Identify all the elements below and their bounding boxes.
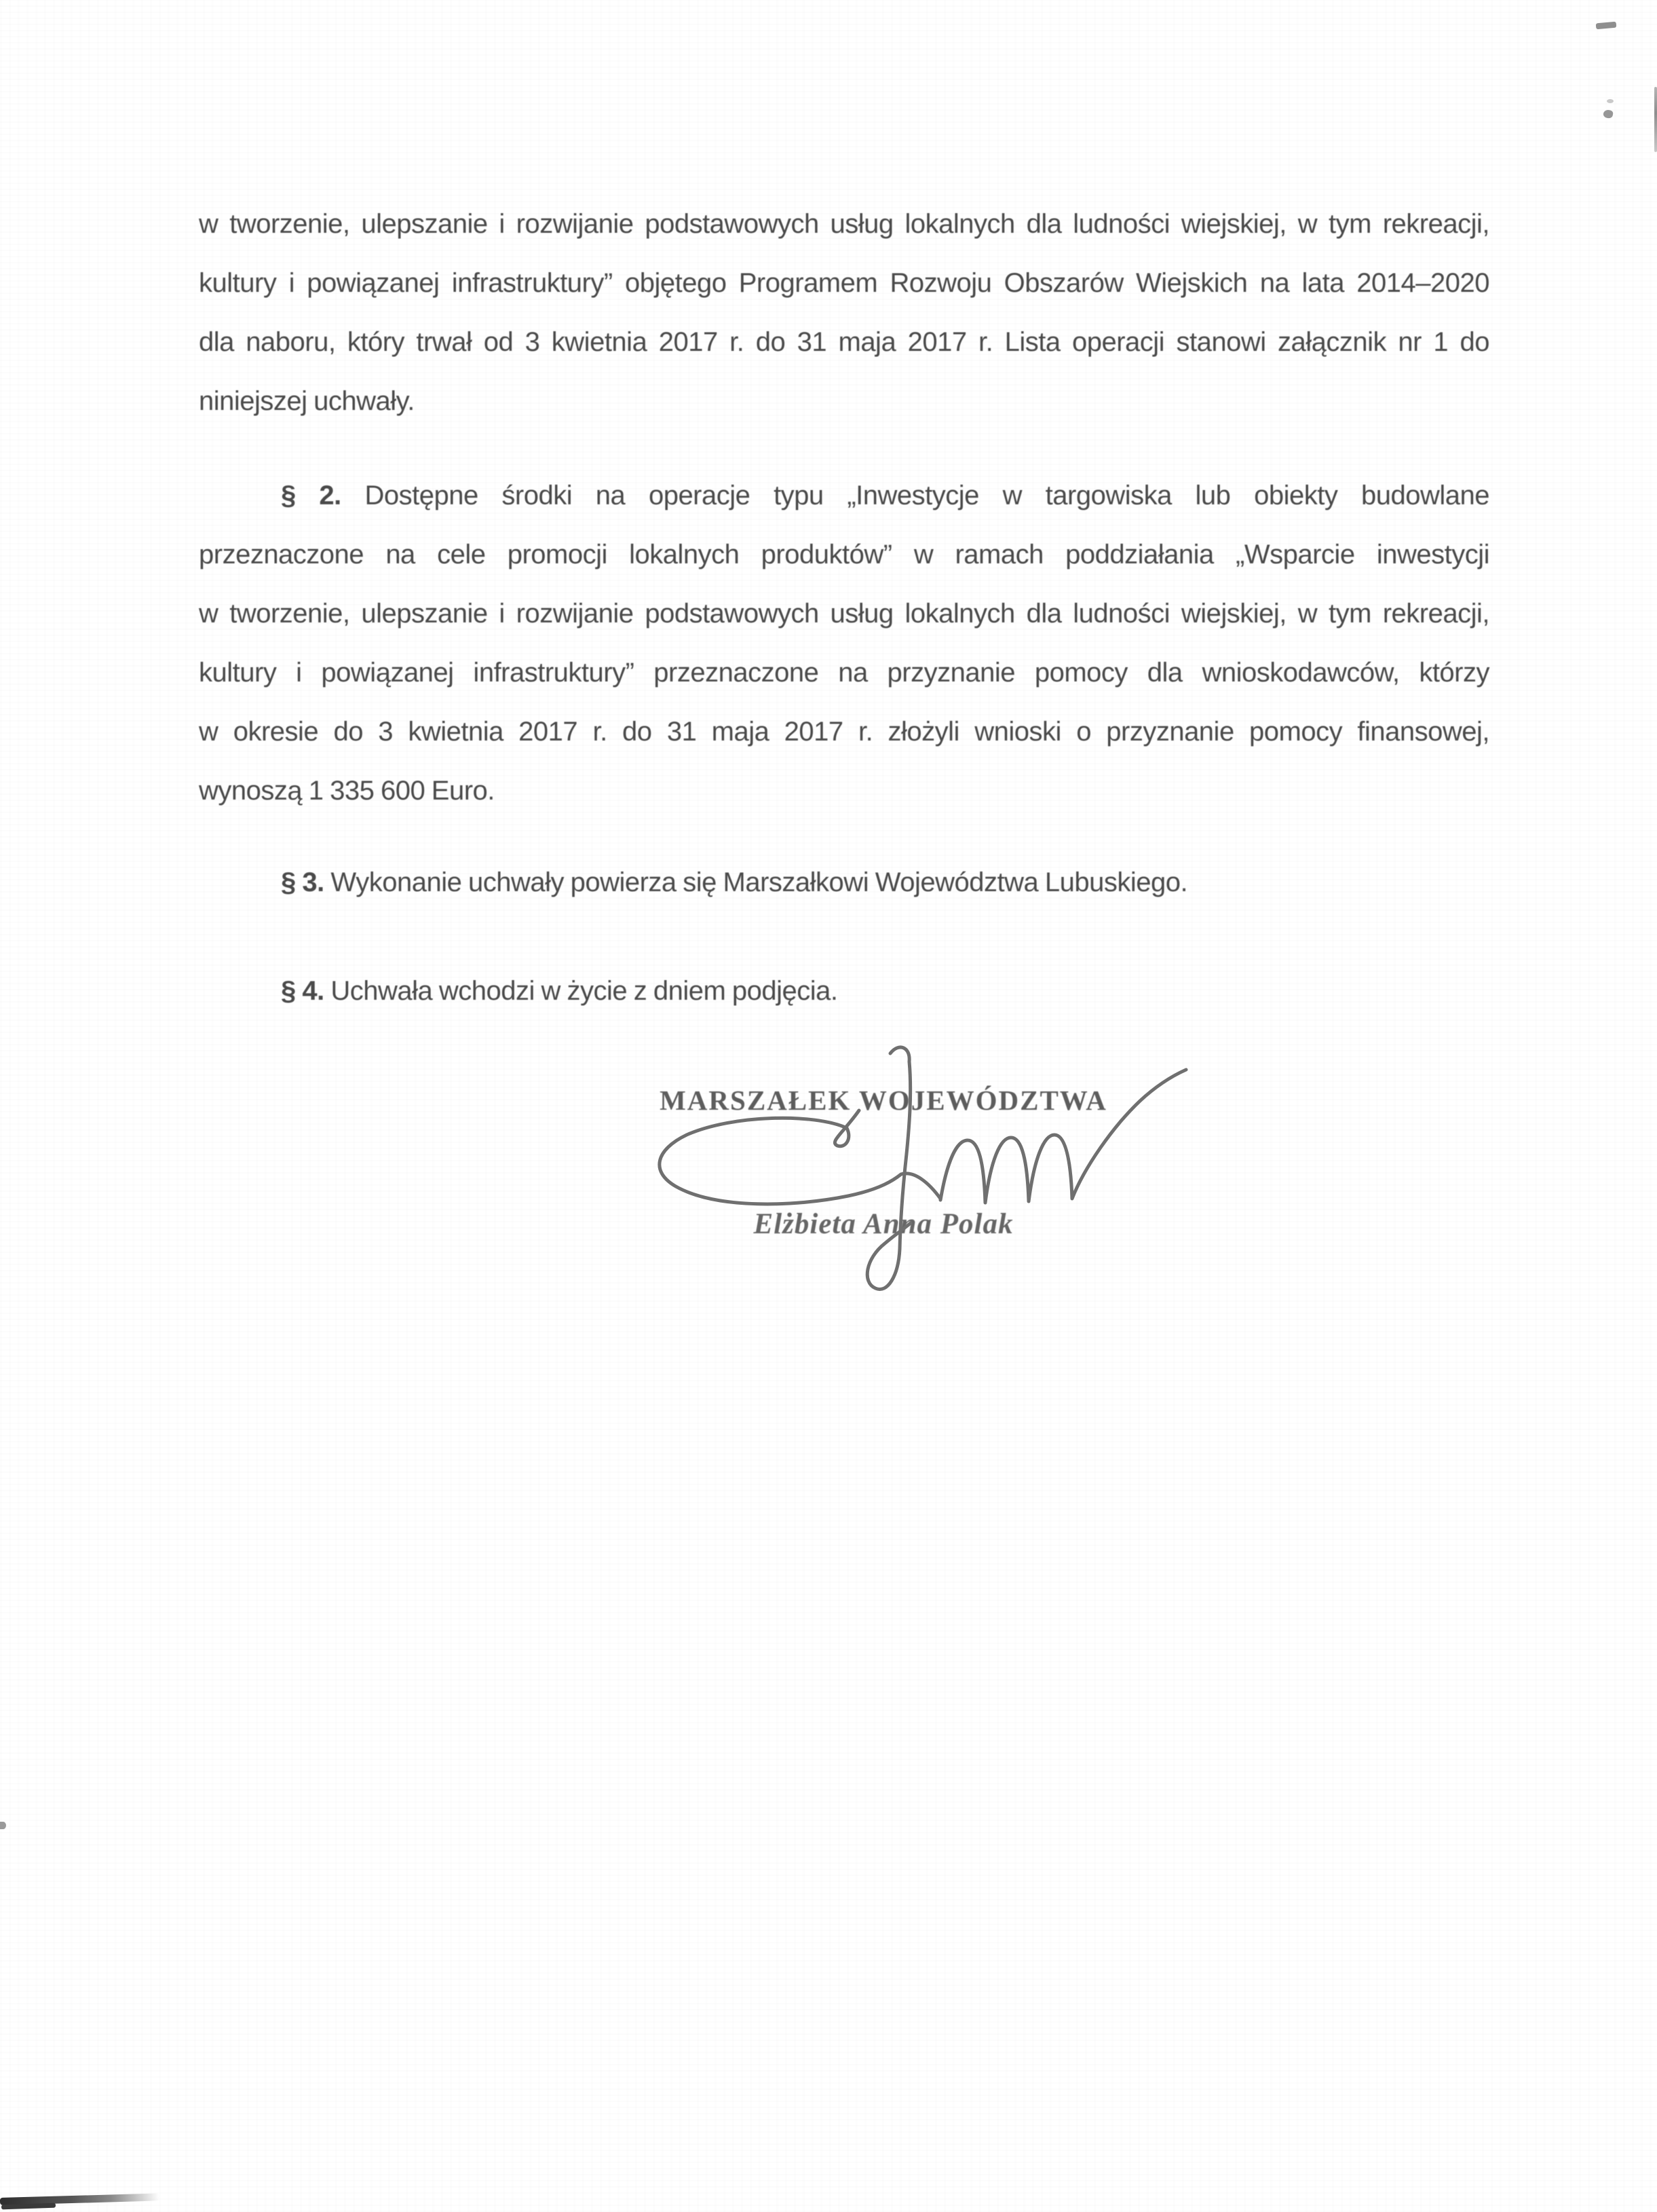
- body-paragraph: [199, 962, 1489, 1021]
- section-symbol: § 4.: [281, 976, 324, 1006]
- line-text: kultury i powiązanej infrastruktury” objętego Programem Rozwoju Obszarów Wiejskich na lata 2014–2020: [199, 268, 1489, 298]
- signatory-name: Elżbieta Anna Polak: [753, 1208, 1014, 1240]
- paragraph-line: [199, 702, 1489, 762]
- paragraph-line: [199, 313, 1489, 372]
- signature-stroke-arches-tail: [940, 1070, 1186, 1203]
- paragraph-line: [199, 525, 1489, 584]
- scan-artifact-top-right-blob: [1603, 109, 1614, 119]
- line-text: Wykonanie uchwały powierza się Marszałkowi Województwa Lubuskiego.: [330, 867, 1188, 897]
- scan-artifact-right-edge: [1654, 87, 1657, 152]
- paragraph-line: [199, 643, 1489, 702]
- line-text: wynoszą 1 335 600 Euro.: [199, 776, 495, 806]
- line-text: w tworzenie, ulepszanie i rozwijanie podstawowych usług lokalnych dla ludności wiejskiej, w tym rekreacji,: [199, 599, 1489, 629]
- line-text: przeznaczone na cele promocji lokalnych produktów” w ramach poddziałania „Wsparcie inwestycji: [199, 540, 1489, 569]
- scan-artifact-bottom-left-blob: [1, 2203, 56, 2210]
- section-symbol: § 2.: [281, 481, 341, 510]
- body-paragraph: [199, 466, 1489, 821]
- scan-artifact-top-right-faint: [1607, 99, 1614, 103]
- line-text: w okresie do 3 kwietnia 2017 r. do 31 maja 2017 r. złożyli wnioski o przyznanie pomocy finansowej,: [199, 717, 1489, 747]
- scan-artifact-bottom-left-streak: [0, 2193, 159, 2205]
- paragraph-line: [199, 962, 1489, 1021]
- line-text: Dostępne środki na operacje typu „Inwestycje w targowiska lub obiekty budowlane: [364, 481, 1489, 510]
- signature-stroke-hook-oval: [660, 1110, 940, 1204]
- paragraph-line: [199, 853, 1489, 912]
- paragraph-line: [199, 762, 1489, 821]
- line-text: niniejszej uchwały.: [199, 386, 415, 416]
- paragraph-line: [199, 254, 1489, 313]
- paragraph-line: [199, 584, 1489, 643]
- handwritten-signature: [645, 1045, 1215, 1303]
- body-paragraph: [199, 195, 1489, 431]
- paragraph-line: [199, 466, 1489, 525]
- line-text: Uchwała wchodzi w życie z dniem podjęcia.: [330, 976, 838, 1006]
- paragraph-line: [199, 372, 1489, 431]
- paragraph-line: [199, 195, 1489, 254]
- signatory-title: MARSZAŁEK WOJEWÓDZTWA: [660, 1085, 1107, 1116]
- document-body: [199, 195, 1489, 1021]
- body-paragraph: [199, 853, 1489, 912]
- line-text: kultury i powiązanej infrastruktury” przeznaczone na przyznanie pomocy dla wnioskodawców, którzy: [199, 658, 1489, 688]
- line-text: w tworzenie, ulepszanie i rozwijanie podstawowych usług lokalnych dla ludności wiejskiej, w tym rekreacji,: [199, 209, 1489, 239]
- signature-stroke-stem: [867, 1047, 911, 1289]
- scan-artifact-top-right-dash: [1596, 22, 1617, 30]
- scan-artifact-left-edge-dot: [0, 1822, 6, 1829]
- line-text: dla naboru, który trwał od 3 kwietnia 2017 r. do 31 maja 2017 r. Lista operacji stanowi załącznik nr 1 do: [199, 327, 1489, 357]
- section-symbol: § 3.: [281, 867, 324, 897]
